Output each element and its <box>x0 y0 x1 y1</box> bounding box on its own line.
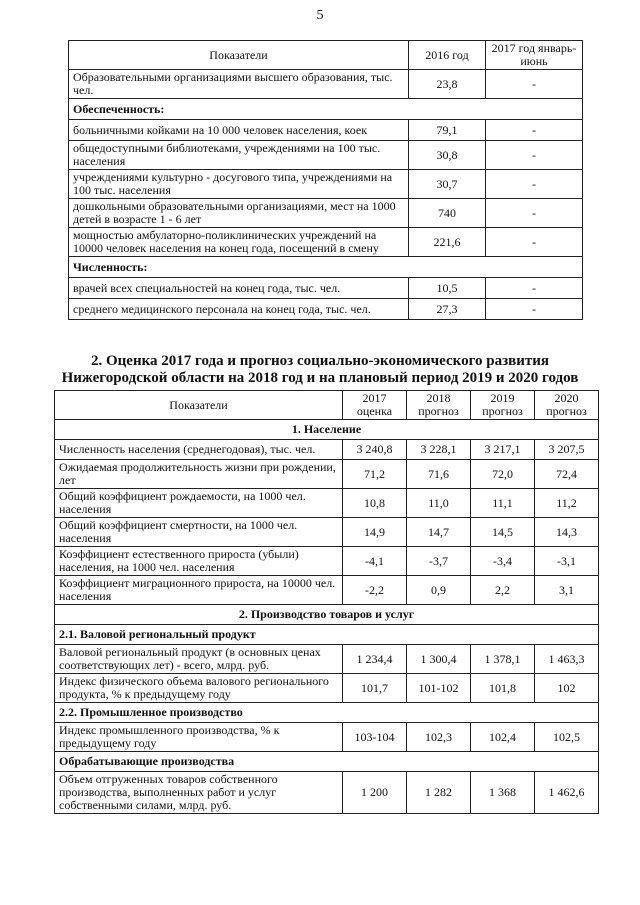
section-label: Обеспеченность: <box>69 99 583 120</box>
table-row <box>55 489 599 518</box>
page-number: 5 <box>316 8 324 23</box>
section-label: 2.2. Промышленное производство <box>55 703 599 723</box>
value-cell: 2,2 <box>471 576 535 605</box>
row-label: Объем отгруженных товаров собственного производства, выполненных работ и услуг собственными силами, млрд. руб. <box>55 772 343 814</box>
row-label: мощностью амбулаторно-поликлинических учреждений на 10000 человек населения на конец года, посещений в смену <box>69 228 409 257</box>
value-cell: - <box>486 70 583 99</box>
column-header: 2016 год <box>409 41 486 70</box>
table-header-row <box>55 391 599 420</box>
value-cell: 10,8 <box>343 489 407 518</box>
value-cell: 740 <box>409 199 486 228</box>
row-label: врачей всех специальностей на конец года, тыс. чел. <box>69 278 409 299</box>
section-row <box>69 99 583 120</box>
value-cell: 30,8 <box>409 141 486 170</box>
value-cell: -3,7 <box>407 547 471 576</box>
value-cell: - <box>486 228 583 257</box>
value-cell: 0,9 <box>407 576 471 605</box>
row-label: Коэффициент миграционного прироста, на 10000 чел. населения <box>55 576 343 605</box>
value-cell: 1 300,4 <box>407 645 471 674</box>
value-cell: 27,3 <box>409 299 486 320</box>
column-header: 2019 прогноз <box>471 391 535 420</box>
table-row <box>69 141 583 170</box>
section-label: 2. Производство товаров и услуг <box>55 605 599 625</box>
value-cell: 72,0 <box>471 460 535 489</box>
row-label: Ожидаемая продолжительность жизни при рождении, лет <box>55 460 343 489</box>
value-cell: 14,3 <box>535 518 599 547</box>
value-cell: 10,5 <box>409 278 486 299</box>
section-heading <box>40 353 600 387</box>
value-cell: 1 282 <box>407 772 471 814</box>
value-cell: 3,1 <box>535 576 599 605</box>
row-label: Общий коэффициент смертности, на 1000 чел. населения <box>55 518 343 547</box>
value-cell: - <box>486 278 583 299</box>
value-cell: 30,7 <box>409 170 486 199</box>
heading-line: 2. Оценка 2017 года и прогноз социально-экономического развития <box>90 353 549 369</box>
section-label: 2.1. Валовой региональный продукт <box>55 625 599 645</box>
column-header: 2020 прогноз <box>535 391 599 420</box>
value-cell: - <box>486 120 583 141</box>
value-cell: 11,0 <box>407 489 471 518</box>
row-label: Образовательными организациями высшего образования, тыс. чел. <box>69 70 409 99</box>
table-row <box>55 547 599 576</box>
value-cell: 11,1 <box>471 489 535 518</box>
indicators-table-1 <box>68 40 583 320</box>
value-cell: - <box>486 141 583 170</box>
value-cell: 3 217,1 <box>471 440 535 460</box>
value-cell: 102,3 <box>407 723 471 752</box>
value-cell: 71,6 <box>407 460 471 489</box>
table-row <box>55 518 599 547</box>
value-cell: -3,1 <box>535 547 599 576</box>
table-row <box>55 440 599 460</box>
value-cell: 102,5 <box>535 723 599 752</box>
section-label: Обрабатывающие производства <box>55 752 599 772</box>
table-row <box>55 576 599 605</box>
value-cell: -4,1 <box>343 547 407 576</box>
value-cell: 3 228,1 <box>407 440 471 460</box>
value-cell: 103-104 <box>343 723 407 752</box>
row-label: Общий коэффициент рождаемости, на 1000 чел. населения <box>55 489 343 518</box>
table-row <box>55 645 599 674</box>
value-cell: 102 <box>535 674 599 703</box>
value-cell: 72,4 <box>535 460 599 489</box>
value-cell: 1 368 <box>471 772 535 814</box>
value-cell: 11,2 <box>535 489 599 518</box>
table-row <box>69 70 583 99</box>
table-row <box>55 772 599 814</box>
value-cell: 1 462,6 <box>535 772 599 814</box>
row-label: Индекс промышленного производства, % к предыдущему году <box>55 723 343 752</box>
table-row <box>69 170 583 199</box>
column-header: Показатели <box>55 391 343 420</box>
value-cell: - <box>486 299 583 320</box>
section-row <box>55 605 599 625</box>
section-row <box>55 703 599 723</box>
value-cell: 1 463,3 <box>535 645 599 674</box>
value-cell: 1 378,1 <box>471 645 535 674</box>
section-row <box>55 752 599 772</box>
row-label: среднего медицинского персонала на конец года, тыс. чел. <box>69 299 409 320</box>
table-row <box>69 278 583 299</box>
column-header: 2018 прогноз <box>407 391 471 420</box>
row-label: Коэффициент естественного прироста (убыли) населения, на 1000 чел. населения <box>55 547 343 576</box>
table-row <box>69 199 583 228</box>
heading-line: Нижегородской области на 2018 год и на плановый период 2019 и 2020 годов <box>61 370 579 386</box>
forecast-table <box>54 390 599 814</box>
row-label: Валовой региональный продукт (в основных ценах соответствующих лет) - всего, млрд. руб. <box>55 645 343 674</box>
value-cell: 23,8 <box>409 70 486 99</box>
value-cell: -2,2 <box>343 576 407 605</box>
value-cell: 1 234,4 <box>343 645 407 674</box>
column-header: Показатели <box>69 41 409 70</box>
column-header: 2017 оценка <box>343 391 407 420</box>
value-cell: 101,7 <box>343 674 407 703</box>
value-cell: 14,9 <box>343 518 407 547</box>
row-label: учреждениями культурно - досугового типа, учреждениями на 100 тыс. населения <box>69 170 409 199</box>
value-cell: 14,5 <box>471 518 535 547</box>
row-label: больничными койками на 10 000 человек населения, коек <box>69 120 409 141</box>
table-row <box>69 228 583 257</box>
column-header: 2017 год январь-июнь <box>486 41 583 70</box>
value-cell: -3,4 <box>471 547 535 576</box>
value-cell: 14,7 <box>407 518 471 547</box>
value-cell: 1 200 <box>343 772 407 814</box>
table-row <box>55 674 599 703</box>
value-cell: 71,2 <box>343 460 407 489</box>
value-cell: 3 240,8 <box>343 440 407 460</box>
row-label: общедоступными библиотеками, учреждениями на 100 тыс. населения <box>69 141 409 170</box>
section-row <box>55 420 599 440</box>
section-row <box>69 257 583 278</box>
table-row <box>55 723 599 752</box>
value-cell: 101,8 <box>471 674 535 703</box>
table-row <box>55 460 599 489</box>
row-label: дошкольными образовательными организациями, мест на 1000 детей в возрасте 1 - 6 лет <box>69 199 409 228</box>
value-cell: - <box>486 170 583 199</box>
value-cell: 221,6 <box>409 228 486 257</box>
value-cell: 3 207,5 <box>535 440 599 460</box>
row-label: Численность населения (среднегодовая), тыс. чел. <box>55 440 343 460</box>
section-label: 1. Население <box>55 420 599 440</box>
table-row <box>69 299 583 320</box>
table-row <box>69 120 583 141</box>
section-label: Численность: <box>69 257 583 278</box>
table-header-row <box>69 41 583 70</box>
value-cell: 79,1 <box>409 120 486 141</box>
row-label: Индекс физического объема валового регионального продукта, % к предыдущему году <box>55 674 343 703</box>
value-cell: 101-102 <box>407 674 471 703</box>
value-cell: - <box>486 199 583 228</box>
section-row <box>55 625 599 645</box>
value-cell: 102,4 <box>471 723 535 752</box>
